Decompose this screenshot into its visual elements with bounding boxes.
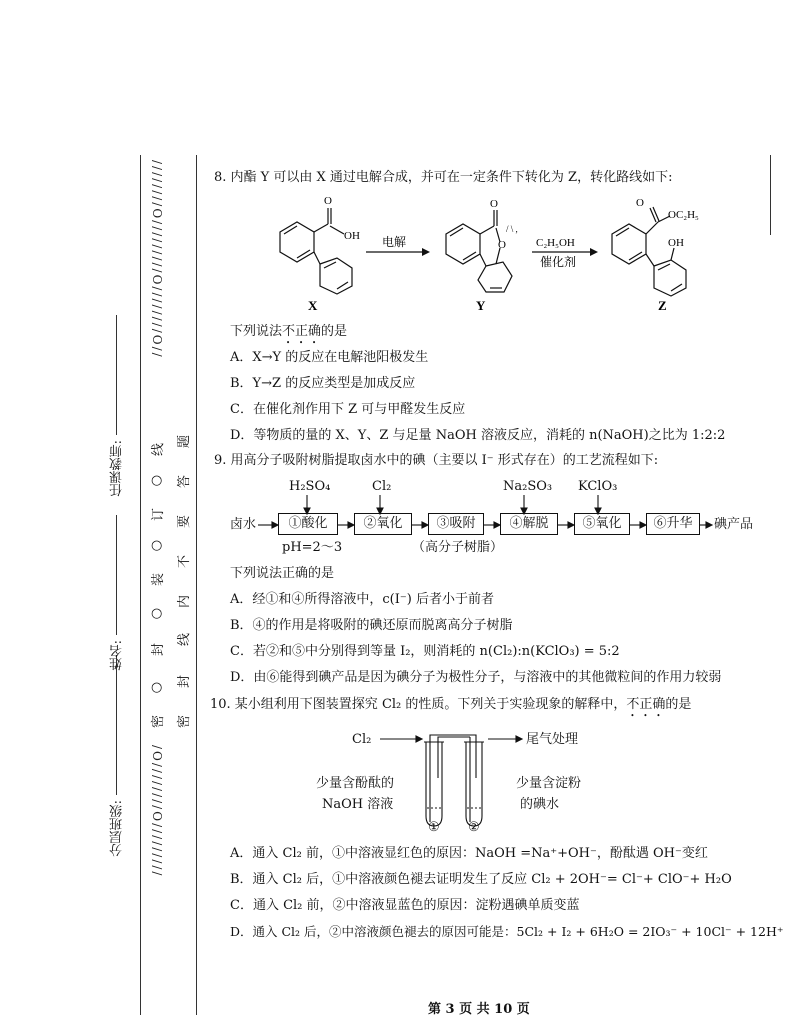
svg-text:催化剂: 催化剂 (540, 255, 577, 269)
svg-text:O: O (498, 239, 506, 251)
class-label: 分层班级: (110, 800, 125, 857)
seal-char-da: 答 (177, 474, 193, 489)
svg-text:OC₂H₅: OC₂H₅ (668, 209, 699, 221)
test-tube-apparatus (378, 728, 528, 838)
flow-reagent-cl2: Cl₂ (372, 479, 392, 494)
q8-option-b[interactable]: B．Y→Z 的反应类型是加成反应 (230, 376, 416, 391)
teacher-field-line[interactable] (116, 315, 117, 435)
seal-char-bu: 不 (177, 554, 193, 569)
slash-decoration-lower: /O////////O///////// (150, 745, 164, 878)
seal-circle: ○ (151, 538, 163, 553)
class-field-line[interactable] (116, 655, 117, 795)
q10-stem-pre: 10. 某小组利用下图装置探究 Cl₂ 的性质。下列关于实验现象的解释中， (210, 697, 627, 712)
seal-char-ding: 订 (151, 507, 167, 522)
flow-step-6: ⑥升华 (646, 513, 700, 535)
flow-step-3: ③吸附 (428, 513, 484, 535)
svg-text:OH: OH (344, 230, 360, 242)
q8-ask-post: 的是 (321, 324, 348, 339)
label-x: X (308, 298, 318, 313)
svg-text:OH: OH (668, 237, 684, 249)
q9-option-c[interactable]: C．若②和⑤中分别得到等量 I₂，则消耗的 n(Cl₂):n(KClO₃) = 5:2 (230, 644, 620, 659)
q8-stem: 8. 内酯 Y 可以由 X 通过电解合成，并可在一定条件下转化为 Z，转化路线如下: (214, 170, 673, 185)
flow-reagent-h2so4: H₂SO₄ (289, 479, 331, 494)
q8-option-a[interactable]: A．X→Y 的反应在电解池阳极发生 (230, 350, 429, 365)
flow-step-4: ④解脱 (500, 513, 558, 535)
tube1-number: ① (428, 820, 440, 835)
label-z: Z (658, 298, 667, 313)
gas-in-label: Cl₂ (352, 732, 372, 747)
q10-stem-emph: 不正确 (626, 697, 666, 712)
svg-text:O: O (636, 197, 644, 209)
teacher-label: 任课教师: (110, 440, 125, 497)
q9-option-a[interactable]: A．经①和④所得溶液中，c(I⁻) 后者小于前者 (230, 592, 494, 607)
label-y: Y (476, 298, 486, 313)
margin-line-1 (140, 155, 141, 1015)
name-label: 姓名: (110, 640, 125, 671)
flow-step-1: ①酸化 (278, 513, 338, 535)
seal-char-xian: 线 (151, 442, 167, 457)
seal-char-zhuang: 装 (151, 572, 167, 587)
svg-text:O: O (490, 198, 498, 210)
q10-option-b[interactable]: B．通入 Cl₂ 后，①中溶液颜色褪去证明发生了反应 Cl₂ + 2OH⁻= Cl⁻+ ClO⁻+ H₂O (230, 872, 732, 887)
page-edge-mark (770, 155, 771, 235)
seal-circle: ○ (151, 606, 163, 621)
seal-char-yao: 要 (177, 514, 193, 529)
tube1-label-line1: 少量含酚酞的 (316, 776, 395, 791)
seal-circle: ○ (151, 680, 163, 695)
slash-decoration: ////////O/////////O////////O// (150, 160, 164, 359)
flow-step-2: ②氧化 (354, 513, 412, 535)
seal-circle: ○ (151, 473, 163, 488)
flow-reagent-kclo3: KClO₃ (578, 479, 618, 494)
q8-ask-pre: 下列说法 (230, 324, 283, 339)
flow-step-5: ⑤氧化 (574, 513, 630, 535)
q10-option-d[interactable]: D．通入 Cl₂ 后，②中溶液颜色褪去的原因可能是：5Cl₂ + I₂ + 6H₂O = 2IO₃⁻ + 10Cl⁻ + 12H⁺ (230, 924, 784, 939)
flow-note-ph: pH=2～3 (282, 540, 343, 555)
q8-question (230, 324, 347, 347)
q10-stem (210, 697, 691, 720)
seal-char-nei: 内 (177, 594, 193, 609)
q10-option-c[interactable]: C．通入 Cl₂ 前，②中溶液显蓝色的原因：淀粉遇碘单质变蓝 (230, 898, 580, 913)
q9-stem: 9. 用高分子吸附树脂提取卤水中的碘（主要以 I⁻ 形式存在）的工艺流程如下: (214, 453, 659, 468)
q9-question: 下列说法正确的是 (230, 566, 335, 581)
seal-char-ti: 题 (177, 434, 193, 449)
q8-reaction-scheme (250, 192, 770, 322)
molecule-x (280, 208, 352, 294)
seal-char-feng-2: 封 (177, 674, 193, 689)
name-field-line[interactable] (116, 515, 117, 635)
seal-char-feng-1: 封 (151, 642, 167, 657)
q9-option-b[interactable]: B．④的作用是将吸附的碘还原而脱离高分子树脂 (230, 618, 513, 633)
tube2-label-line1: 少量含淀粉 (516, 776, 582, 791)
tube2-label-line2: 的碘水 (520, 797, 560, 812)
gas-out-label: 尾气处理 (526, 732, 579, 747)
q8-option-d[interactable]: D．等物质的量的 X、Y、Z 与足量 NaOH 溶液反应，消耗的 n(NaOH)之比为 1:2:2 (230, 428, 726, 443)
q8-ask-emph: 不正确 (282, 324, 322, 339)
q9-option-d[interactable]: D．由⑥能得到碘产品是因为碘分子为极性分子，与溶液中的其他微粒间的作用力较弱 (230, 670, 722, 685)
flow-reagent-na2so3: Na₂SO₃ (503, 479, 553, 494)
tube2-number: ② (468, 820, 480, 835)
seal-char-xian-2: 线 (177, 632, 193, 647)
tube1-label-line2: NaOH 溶液 (322, 797, 394, 812)
svg-text:C₂H₅OH: C₂H₅OH (536, 237, 575, 249)
svg-text:/ \ ,: / \ , (506, 224, 518, 234)
flow-note-resin: （高分子树脂） (412, 540, 504, 555)
flow-end: 碘产品 (714, 517, 754, 532)
svg-text:电解: 电解 (382, 235, 407, 249)
q10-option-a[interactable]: A．通入 Cl₂ 前，①中溶液显红色的原因：NaOH =Na⁺+OH⁻，酚酞遇 OH⁻变红 (230, 846, 708, 861)
q8-option-c[interactable]: C．在催化剂作用下 Z 可与甲醛发生反应 (230, 402, 466, 417)
molecule-y (446, 210, 512, 292)
page-footer: 第 3 页 共 10 页 (428, 1002, 530, 1017)
svg-text:O: O (324, 195, 332, 207)
margin-line-2 (196, 155, 197, 1015)
q10-stem-post: 的是 (665, 697, 692, 712)
seal-char-mi-1: 密 (151, 714, 167, 729)
flow-start: 卤水 (230, 517, 257, 532)
seal-char-mi-2: 密 (177, 714, 193, 729)
